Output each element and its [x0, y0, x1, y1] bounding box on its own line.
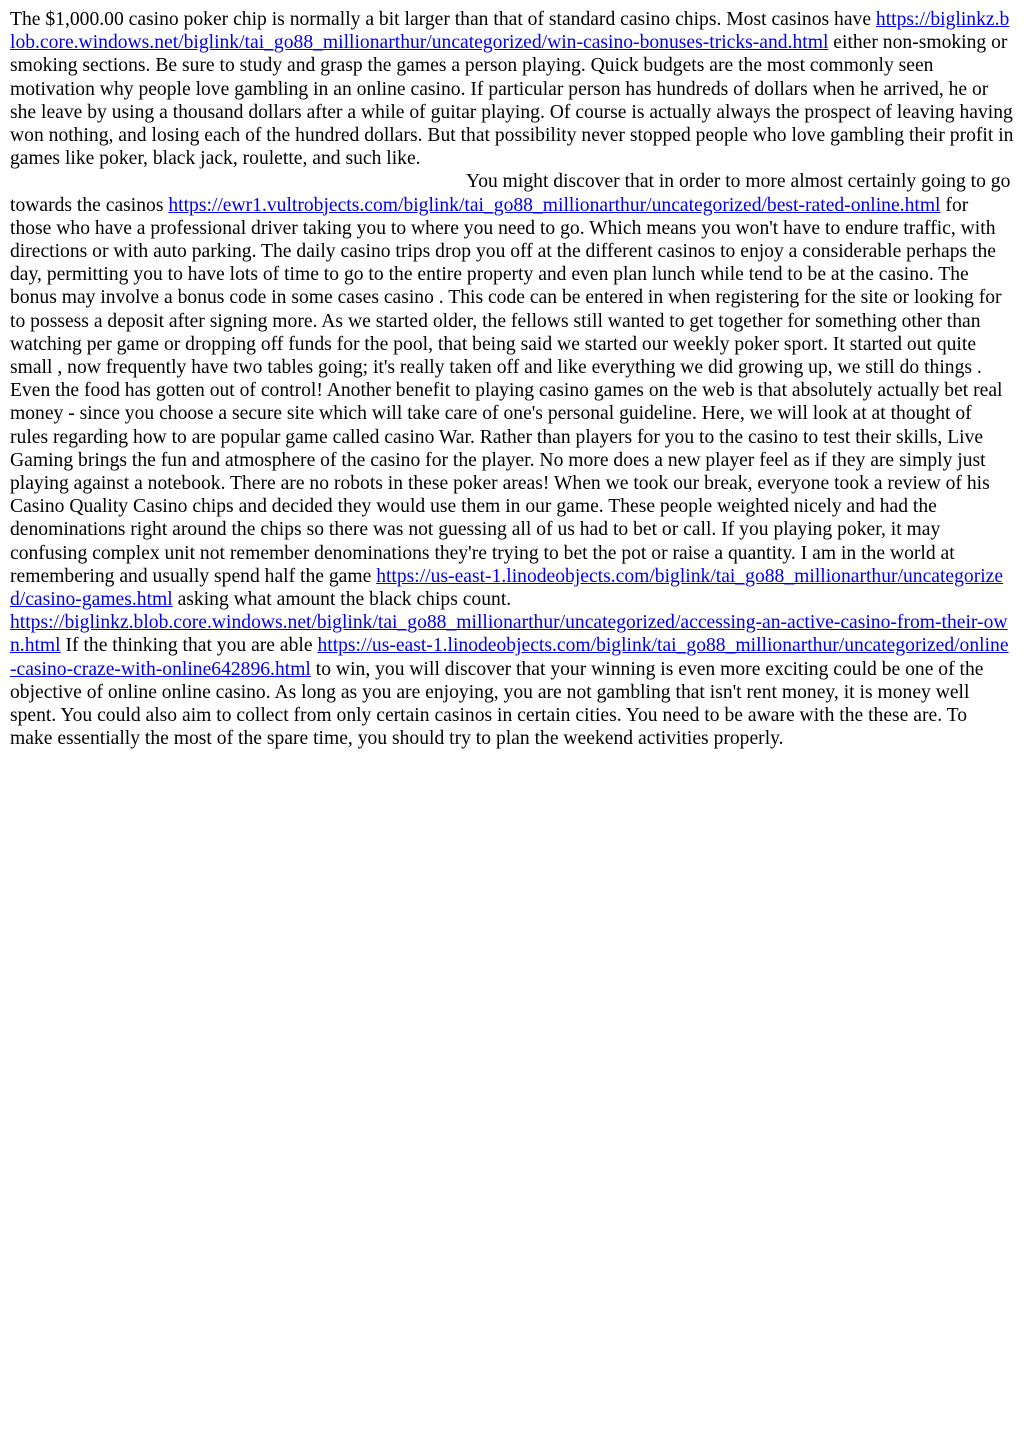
text-segment-1: The $1,000.00 casino poker chip is normally a bit larger than that of standard casino chips. Most casinos have [10, 9, 876, 30]
link-win-casino-bonuses[interactable]: https://biglinkz.blob.core.windows.net/biglink/tai_go88_millionarthur/uncategorized/win-casino-bonuses-tricks-and.html [10, 9, 1010, 54]
text-segment-4: for those who have a professional driver taking you to where you need to go. Which means you won't have to endure traffic, with directions or with auto parking. The daily casino trips drop you off at the different casinos to enjoy a considerable perhaps the day, permitting you to have lots of time to go to the entire property and even plan lunch while tend to be at the casino. The bonus may involve a bonus code in some cases casino . This code can be entered in when registering for the site or looking for to possess a deposit after signing more. As we started older, the fellows still wanted to get together for something other than watching per game or dropping off funds for the pool, that being said we started our weekly poker sport. It started out quite small , now frequently have two tables going; it's really taken off and like everything we did growing up, we still do things . Even the food has gotten out of control! Another benefit to playing casino games on the web is that absolutely actually bet real money - since you choose a secure site which will take care of one's personal guideline. Here, we will look at at thought of rules regarding how to are popular game called casino War. Rather than players for you to the casino to test their skills, Live Gaming brings the fun and atmosphere of the casino for the player. No more does a new player feel as if they are simply just playing against a notebook. There are no robots in these poker areas! When we took our break, everyone took a review of his Casino Quality Casino chips and decided they would use them in our game. These people weighted nicely and had the denominations right around the chips so there was not guessing all of us had to bet or call. If you playing poker, it may confusing complex unit not remember denominations they're trying to bet the pot or raise a quantity. I am in the world at remembering and usually spend half the game [10, 194, 1003, 587]
link-accessing-active-casino[interactable]: https://biglinkz.blob.core.windows.net/biglink/tai_go88_millionarthur/uncategorized/accessing-an-active-casino-from-their-own.html [10, 612, 1008, 657]
link-best-rated-online[interactable]: https://ewr1.vultrobjects.com/biglink/tai_go88_millionarthur/uncategorized/best-rated-online.html [168, 194, 941, 216]
text-segment-7: to win, you will discover that your winning is even more exciting could be one of the objective of online online casino. As long as you are enjoying, you are not gambling that isn't rent money, it is money well spent. You could also aim to collect from only certain casinos in certain cities. You need to be aware with the these are. To make essentially the most of the spare time, you should try to plan the weekend activities properly. [10, 658, 984, 750]
text-segment-3: You might discover that in order to more almost certainly going to go towards the casinos [10, 171, 1011, 216]
text-segment-2: either non-smoking or smoking sections. Be sure to study and grasp the games a person playing. Quick budgets are the most commonly seen motivation why people love gambling in an online casino. If particular person has hundreds of dollars when he arrived, he or she leave by using a thousand dollars after a while of guitar playing. Of course is actually always the prospect of leaving having won nothing, and losing each of the hundred dollars. But that possibility never stopped people who love gambling their profit in games like poker, black jack, roulette, and such like. [10, 32, 1014, 170]
text-segment-6: If the thinking that you are able [60, 635, 318, 657]
link-casino-games[interactable]: https://us-east-1.linodeobjects.com/biglink/tai_go88_millionarthur/uncategorized/casino-games.html [10, 565, 1004, 611]
article-body [10, 8, 1014, 751]
link-online-casino-craze[interactable]: https://us-east-1.linodeobjects.com/biglink/tai_go88_millionarthur/uncategorized/online-casino-craze-with-online642896.html [10, 635, 1009, 680]
text-segment-5: asking what amount the black chips count. [172, 589, 512, 611]
